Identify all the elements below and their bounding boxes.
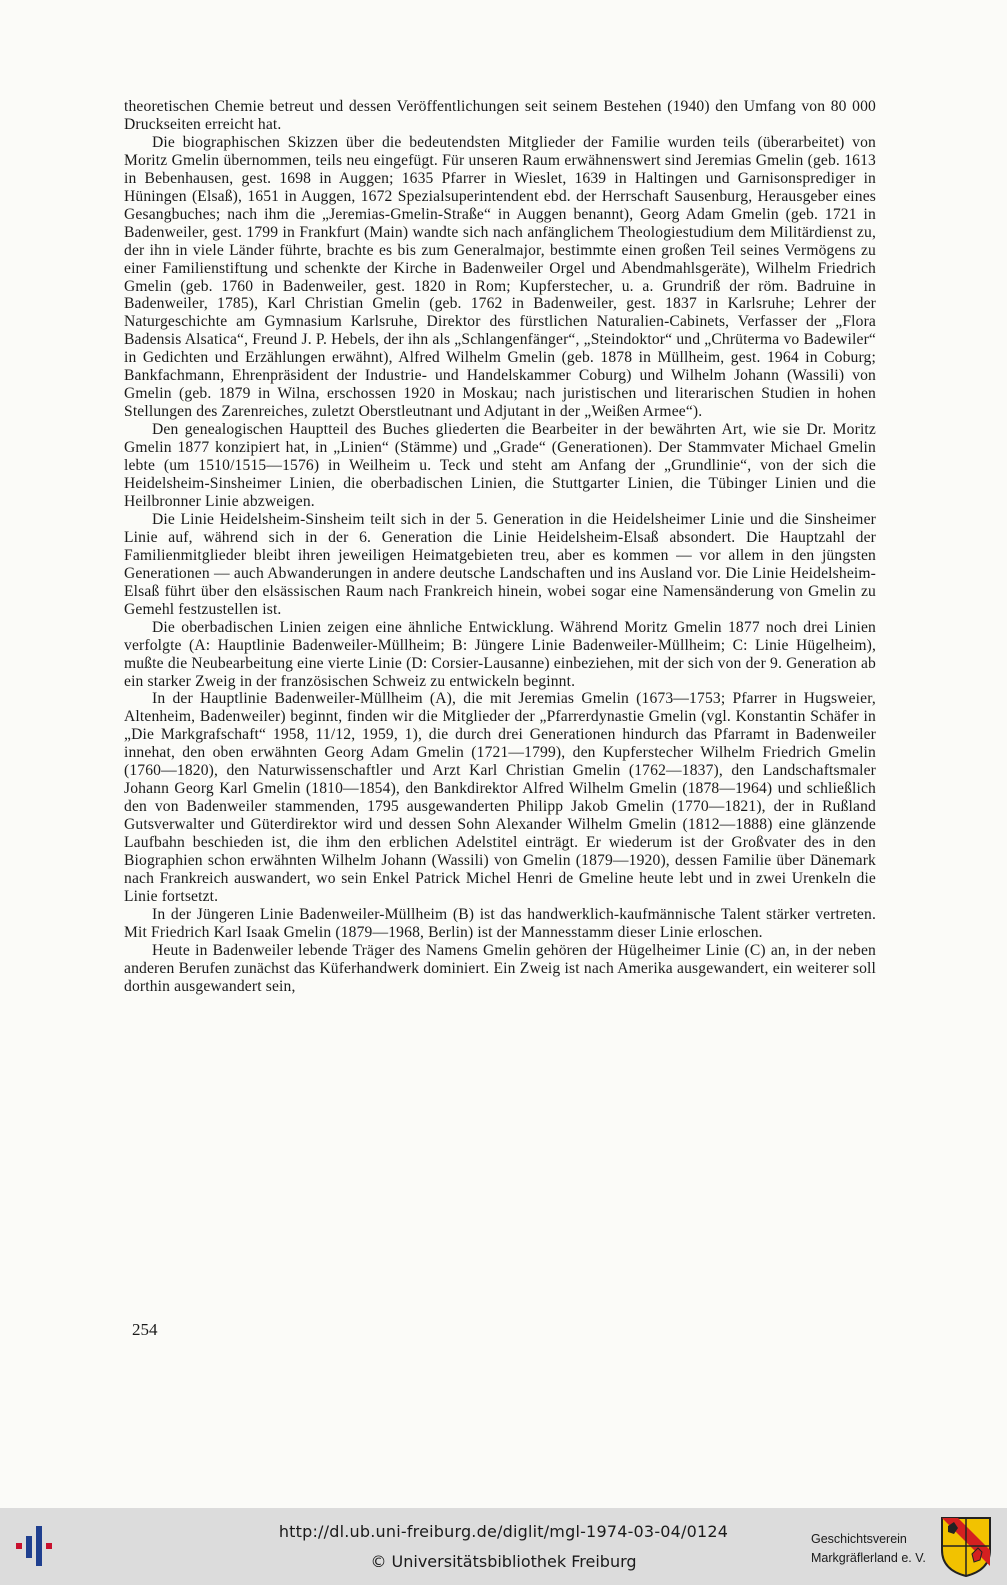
paragraph: In der Jüngeren Linie Badenweiler-Müllheim (B) ist das handwerklich-kaufmännische Talent stärker vertreten. Mit Friedrich Karl Isaak Gmelin (1879—1968, Berlin) ist der Mannesstamm dieser Linie erloschen.	[124, 905, 876, 941]
paragraph: Die biographischen Skizzen über die bedeutendsten Mitglieder der Familie wurden teils (überarbeitet) von Moritz Gmelin übernommen, teils neu eingefügt. Für unseren Raum erwähnenswert sind Jeremias Gmelin (geb. 1613 in Bebenhausen, gest. 1698 in Auggen; 1635 Pfarrer in Wieslet, 1639 in Haltingen und Garnisonsprediger in Hüningen (Elsaß), 1651 in Auggen, 1672 Spezialsuperintendent ebd. der Herrschaft Sausenburg, Herausgeber eines Gesangbuches; nach ihm die „Jeremias-Gmelin-Straße“ in Auggen benannt), Georg Adam Gmelin (geb. 1721 in Badenweiler, gest. 1799 in Frankfurt (Main) wandte sich nach anfänglichem Theologiestudium dem Militärdienst zu, der ihn in viele Länder führte, brachte es bis zum Generalmajor, bestimmte einen großen Teil seines Vermögens zu einer Familienstiftung und schenkte der Kirche in Badenweiler Orgel und Abendmahlsgeräte), Wilhelm Friedrich Gmelin (geb. 1760 in Badenweiler, gest. 1820 in Rom; Kupferstecher, u. a. Grundriß der röm. Badruine in Badenweiler, 1785), Karl Christian Gmelin (geb. 1762 in Badenweiler, gest. 1837 in Karlsruhe; Lehrer der Naturgeschichte am Gymnasium Karlsruhe, Direktor des fürstlichen Naturalien-Cabinets, Verfasser der „Flora Badensis Alsatica“, Freund J. P. Hebels, der ihn als „Schlangenfänger“, „Steindoktor“ und „Chrüterma vo Badewiler“ in Gedichten und Erzählungen erwähnt), Alfred Wilhelm Gmelin (geb. 1878 in Müllheim, gest. 1964 in Coburg; Bankfachmann, Ehrenpräsident der Industrie- und Handelskammer Coburg) und Wilhelm Johann (Wassili) von Gmelin (geb. 1879 in Wilna, erschossen 1920 in Moskau; nach juristischen und literarischen Studien in hohen Stellungen des Zarenreiches, zuletzt Oberstleutnant und Adjutant in der „Weißen Armee“).	[124, 133, 876, 421]
society-name-line1: Geschichtsverein	[811, 1532, 907, 1546]
coat-of-arms-icon	[940, 1516, 992, 1578]
copyright-notice: © Universitätsbibliothek Freiburg	[370, 1552, 637, 1571]
paragraph: Die Linie Heidelsheim-Sinsheim teilt sich in der 5. Generation in die Heidelsheimer Linie und die Sinsheimer Linie auf, während sich in der 6. Generation die Linie Heidelsheim-Elsaß absondert. Die Hauptzahl der Familienmitglieder bleibt ihren jeweiligen Heimatgebieten treu, aber es kommen — vor allem in den jüngsten Generationen — auch Abwanderungen in andere deutsche Landschaften und ins Ausland vor. Die Linie Heidelsheim-Elsaß führt über den elsässischen Raum nach Frankreich hinein, wobei sogar eine Namensänderung von Gmelin zu Gemehl festzustellen ist.	[124, 510, 876, 618]
society-name	[811, 1530, 926, 1568]
paragraph: theoretischen Chemie betreut und dessen Veröffentlichungen seit seinem Bestehen (1940) den Umfang von 80 000 Druckseiten erreicht hat.	[124, 98, 876, 133]
society-name-line2: Markgräflerland e. V.	[811, 1551, 926, 1565]
paragraph: Den genealogischen Hauptteil des Buches gliederten die Bearbeiter in der bewährten Art, wie sie Dr. Moritz Gmelin 1877 konzipiert hat, in „Linien“ (Stämme) und „Grade“ (Generationen). Der Stammvater Michael Gmelin lebte (um 1510/1515—1576) in Weilheim u. Teck und steht am Anfang der „Grundlinie“, von der sich die Heidelsheim-Sinsheimer Linien, die oberbadischen Linien, die Stuttgarter Linien, die Tübinger Linien und die Heilbronner Linie abzweigen.	[124, 421, 876, 510]
body-text	[124, 98, 876, 996]
paragraph: Die oberbadischen Linien zeigen eine ähnliche Entwicklung. Während Moritz Gmelin 1877 noch drei Linien verfolgte (A: Hauptlinie Badenweiler-Müllheim; B: Jüngere Linie Badenweiler-Müllheim; C: Linie Hügelheim), mußte die Neubearbeitung eine vierte Linie (D: Corsier-Lausanne) einbeziehen, mit der sich von der 9. Generation ab ein starker Zweig in der französischen Schweiz zu entwickeln beginnt.	[124, 618, 876, 690]
footer-bar	[0, 1508, 1007, 1585]
page-number: 254	[132, 1320, 158, 1339]
document-url-link[interactable]: http://dl.ub.uni-freiburg.de/diglit/mgl-1974-03-04/0124	[278, 1522, 729, 1541]
paragraph: In der Hauptlinie Badenweiler-Müllheim (A), die mit Jeremias Gmelin (1673—1753; Pfarrer in Hugsweier, Altenheim, Badenweiler) beginnt, finden wir die Mitglieder der „Pfarrerdynastie Gmelin (vgl. Konstantin Schäfer in „Die Markgrafschaft“ 1958, 11/12, 1959, 1), die durch drei Generationen hindurch das Pfarramt in Badenweiler innehat, den oben erwähnten Georg Adam Gmelin (1721—1799), den Kupferstecher Wilhelm Friedrich Gmelin (1760—1820), den Naturwissenschaftler und Arzt Karl Christian Gmelin (1762—1837), den Landschaftsmaler Johann Georg Karl Gmelin (1810—1854), den Bankdirektor Alfred Wilhelm Gmelin (1878—1964) und schließlich den von Badenweiler stammenden, 1795 ausgewanderten Philipp Jakob Gmelin (1770—1821), der in Rußland Gutsverwalter und Güterdirektor wird und dessen Sohn Alexander Wilhelm Gmelin (1812—1888) eine glänzende Laufbahn beschieden ist, die ihm den erblichen Adelstitel einträgt. Er wiederum ist der Großvater des in den Biographien schon erwähnten Wilhelm Johann (Wassili) von Gmelin (1879—1920), dessen Familie über Dänemark nach Frankreich auswandert, wo sein Enkel Patrick Michel Henri de Gmeline heute lebt und in zwei Urenkeln die Linie fortsetzt.	[124, 690, 876, 905]
paragraph: Heute in Badenweiler lebende Träger des Namens Gmelin gehören der Hügelheimer Linie (C) an, in der neben anderen Berufen zunächst das Küferhandwerk dominiert. Ein Zweig ist nach Amerika ausgewandert, ein weiterer soll dorthin ausgewandert sein,	[124, 941, 876, 995]
